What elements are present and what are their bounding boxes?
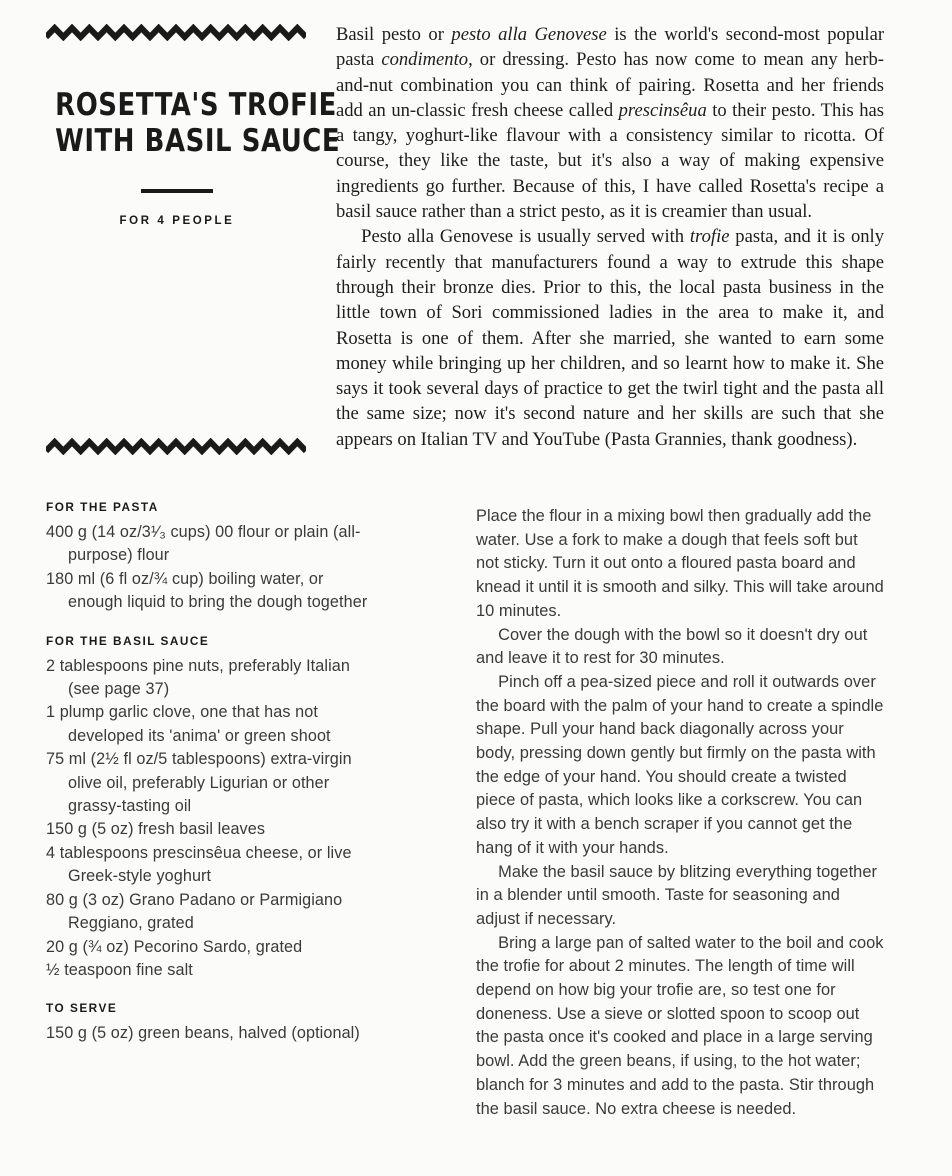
- ingredient-group-heading: FOR THE PASTA: [46, 500, 159, 514]
- method-paragraph: Pinch off a pea-sized piece and roll it outwards over the board with the palm of your hand to create a spindle shape. Pull your hand back diagonally across your body, pressing down gently but firmly on the pasta with the edge of your hand. You should create a twisted piece of pasta, which looks like a corkscrew. You can also try it with a bench scraper if you cannot get the hang of it with your hands.: [476, 672, 884, 857]
- ingredient-item: 4 tablespoons prescinsêua cheese, or live Greek-style yoghurt: [46, 843, 352, 886]
- method-paragraph: Bring a large pan of salted water to the boil and cook the trofie for about 2 minutes. The length of time will depend on how big your trofie are, so test one for doneness. Use a sieve or slotted spoon to scoop out the pasta once it's cooked and place in a large serving bowl. Add the green beans, if using, to the hot water; blanch for 3 minutes and add to the pasta. Stir through the basil sauce. No extra cheese is needed.: [476, 933, 884, 1118]
- ingredient-item: 1 plump garlic clove, one that has not developed its 'anima' or green shoot: [46, 703, 331, 745]
- zigzag-divider-bottom-icon: [46, 438, 306, 455]
- ingredient-group: [46, 1001, 376, 1045]
- ingredient-group-heading: FOR THE BASIL SAUCE: [46, 633, 210, 648]
- title-column: [46, 24, 341, 227]
- intro-paragraph: Basil pesto or pesto alla Genovese is the world's second-most popular pasta condimento, or dressing. Pesto has now come to mean any herb-and-nut combination you can think of pairing. Rosetta and her friends add an un-classic fresh cheese called prescinsêua to their pesto. This has a tangy, yoghurt-like flavour with a consistency similar to ricotta. Of course, they like the taste, but it's also a way of making expensive ingredients go further. Because of this, I have called Rosetta's recipe a basil sauce rather than a strict pesto, as it is creamier than usual.: [336, 24, 885, 223]
- recipe-introduction: [336, 22, 884, 452]
- servings-label: FOR 4 PEOPLE: [119, 214, 235, 227]
- ingredient-item: 180 ml (6 fl oz/¾ cup) boiling water, or enough liquid to bring the dough together: [46, 569, 368, 612]
- ingredient-item: 150 g (5 oz) fresh basil leaves: [46, 820, 266, 839]
- ingredient-item: 2 tablespoons pine nuts, preferably Italian (see page 37): [46, 656, 350, 699]
- ingredient-item: 75 ml (2½ fl oz/5 tablespoons) extra-virgin olive oil, preferably Ligurian or other grassy-tasting oil: [46, 750, 352, 816]
- zigzag-divider-top-icon: [46, 24, 306, 41]
- method-paragraph: Make the basil sauce by blitzing everything together in a blender until smooth. Taste for seasoning and adjust if necessary.: [476, 862, 878, 928]
- recipe-header-area: [0, 0, 952, 480]
- ingredient-item: 400 g (14 oz/3¹⁄₃ cups) 00 flour or plain (all-purpose) flour: [46, 523, 361, 565]
- ingredient-item: 150 g (5 oz) green beans, halved (optional): [46, 1024, 360, 1043]
- intro-paragraph: Pesto alla Genovese is usually served with trofie pasta, and it is only fairly recently that manufacturers found a way to extrude this shape through their bronze dies. Prior to this, the local pasta business in the little town of Sori commissioned ladies in the area to make it, and Rosetta is one of them. After she married, she wanted to earn some money while bringing up her children, and so learnt how to make it. She says it took several days of practice to get the twirl tight and the pasta all the same size; now it's second nature and her skills are such that she appears on Italian TV and YouTube (Pasta Grannies, thank goodness).: [336, 226, 884, 450]
- method-paragraph: Cover the dough with the bowl so it doesn't dry out and leave it to rest for 30 minutes.: [476, 625, 868, 668]
- ingredient-group: [46, 500, 376, 615]
- title-line-2: WITH BASIL SAUCE: [55, 122, 341, 159]
- ingredient-group-heading: TO SERVE: [46, 1001, 118, 1016]
- ingredient-group: [46, 634, 376, 983]
- title-rule-divider: [141, 189, 213, 193]
- ingredient-item: 20 g (¾ oz) Pecorino Sardo, grated: [46, 937, 303, 956]
- method-paragraph: Place the flour in a mixing bowl then gradually add the water. Use a fork to make a dough that feels soft but not sticky. Turn it out onto a floured pasta board and knead it until it is smooth and silky. This will take around 10 minutes.: [476, 507, 884, 620]
- ingredients-column: [46, 500, 376, 1046]
- ingredient-item: ½ teaspoon fine salt: [46, 960, 193, 979]
- page-title: [55, 87, 341, 160]
- method-column: [476, 505, 884, 1121]
- title-line-1: ROSETTA'S TROFIE: [55, 87, 337, 123]
- ingredient-item: 80 g (3 oz) Grano Padano or Parmigiano Reggiano, grated: [46, 890, 343, 933]
